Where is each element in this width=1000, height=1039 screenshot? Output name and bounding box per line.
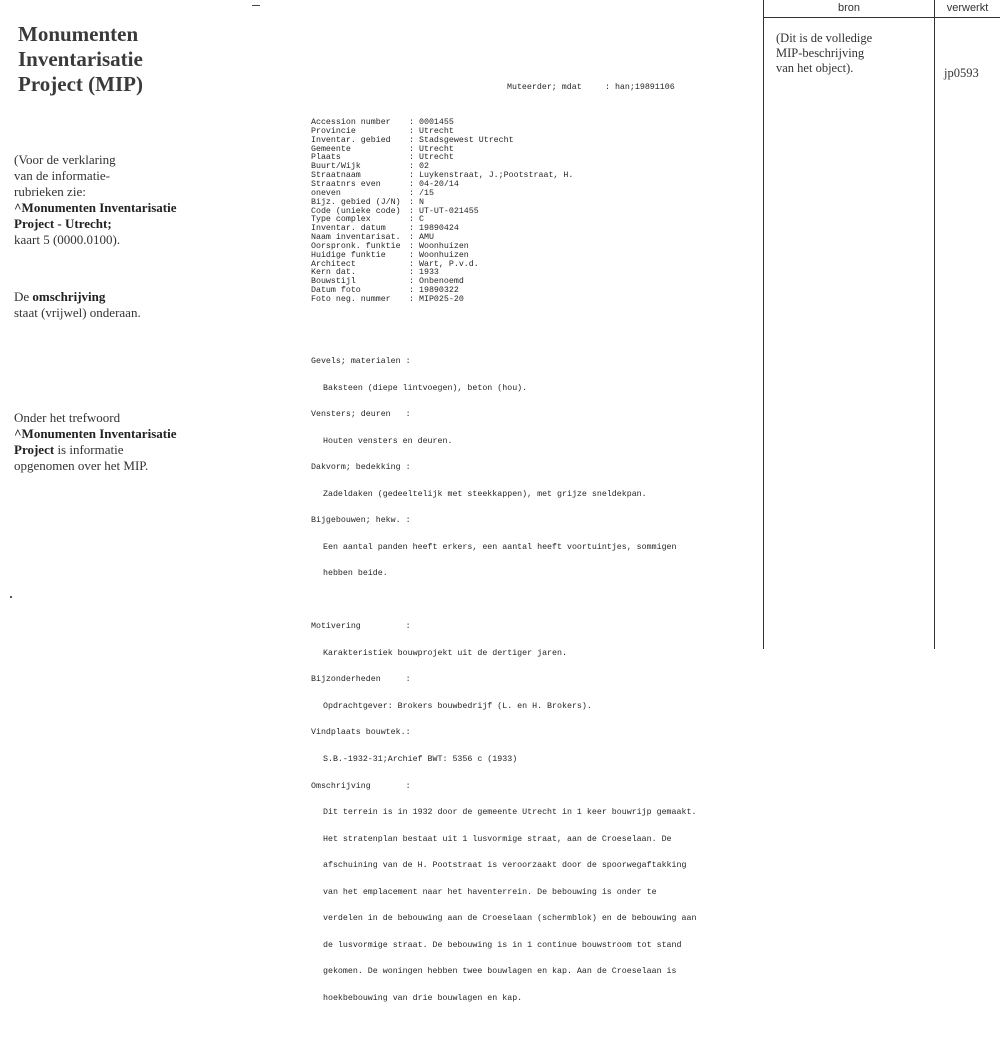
field-label: oneven xyxy=(311,188,341,198)
section-heading: Dakvorm; bedekking : xyxy=(311,463,411,473)
field-label: Code (unieke code) xyxy=(311,206,401,216)
record-field-row xyxy=(311,261,751,270)
field-separator: : xyxy=(409,153,414,163)
note-line: kaart 5 (0000.0100). xyxy=(14,232,121,247)
note-text: is informatie xyxy=(54,442,124,457)
keyword-link[interactable]: ^Monumenten Inventarisatie xyxy=(14,426,177,441)
field-label: Straatnrs even xyxy=(311,179,381,189)
field-label: Bijz. gebied (J/N) xyxy=(311,197,401,207)
note-text: De xyxy=(14,289,33,304)
field-label: Oorspronk. funktie xyxy=(311,241,401,251)
section-text: afschuining van de H. Pootstraat is veroorzaakt door de spoorwegaftakking xyxy=(323,861,687,871)
field-value: MIP025-20 xyxy=(419,294,464,304)
field-separator: : xyxy=(409,188,414,198)
field-value: 19890322 xyxy=(419,286,459,296)
field-value: Wart, P.v.d. xyxy=(419,259,479,269)
field-value: Stadsgewest Utrecht xyxy=(419,135,514,145)
left-panel xyxy=(18,22,248,97)
field-label: Inventar. datum xyxy=(311,224,386,234)
reference-link-cont[interactable]: Project - Utrecht; xyxy=(14,216,112,231)
verwerkt-column-border xyxy=(934,0,935,649)
field-value: Utrecht xyxy=(419,126,454,136)
note-bold-term: omschrijving xyxy=(32,289,106,304)
verwerkt-column-header: verwerkt xyxy=(946,2,989,14)
field-separator: : xyxy=(409,286,414,296)
field-label: Bouwstijl xyxy=(311,277,356,287)
section-text: van het emplacement naar het haventerrein. De bebouwing is onder te xyxy=(323,887,657,897)
field-separator: : xyxy=(409,118,414,128)
section-text: Dit terrein is in 1932 door de gemeente Utrecht in 1 keer bouwrijp gemaakt. xyxy=(323,808,697,818)
field-label: Naam inventarisat. xyxy=(311,233,401,243)
note-line: Onder het trefwoord xyxy=(14,410,121,425)
bron-note-line: (Dit is de volledige xyxy=(776,31,873,45)
field-value: Woonhuizen xyxy=(419,250,469,260)
record-field-row xyxy=(311,208,751,217)
field-separator: : xyxy=(409,241,414,251)
keyword-link-cont[interactable]: Project xyxy=(14,442,55,457)
top-tick-mark xyxy=(252,5,260,6)
title-line-1: Monumenten xyxy=(18,22,139,46)
field-value: Woonhuizen xyxy=(419,241,469,251)
section-text: S.B.-1932-31;Archief BWT: 5356 c (1933) xyxy=(323,754,518,764)
field-separator: : xyxy=(409,126,414,136)
field-value: Utrecht xyxy=(419,144,454,154)
reference-link[interactable]: ^Monumenten Inventarisatie xyxy=(14,200,177,215)
field-separator: : xyxy=(409,250,414,260)
field-label: Type complex xyxy=(311,215,371,225)
section-heading: Gevels; materialen : xyxy=(311,357,411,366)
field-value: 1933 xyxy=(419,268,439,278)
header-rule xyxy=(763,17,1000,18)
field-value: AMU xyxy=(419,233,434,243)
title-line-2: Inventarisatie xyxy=(18,47,143,71)
record-field-row xyxy=(311,181,751,190)
section-text: Opdrachtgever: Brokers bouwbedrijf (L. en H. Brokers). xyxy=(323,701,592,711)
field-separator: : xyxy=(409,294,414,304)
field-label: Straatnaam xyxy=(311,171,361,181)
record-field-row xyxy=(311,119,751,128)
section-heading: Bijzonderheden : xyxy=(311,675,411,685)
field-value: 19890424 xyxy=(419,224,459,234)
field-separator: : xyxy=(409,259,414,269)
field-label: Foto neg. nummer xyxy=(311,294,391,304)
field-value: Onbenoemd xyxy=(419,277,464,287)
field-separator: : xyxy=(409,162,414,172)
field-separator: : xyxy=(409,179,414,189)
keyword-note xyxy=(14,410,244,474)
field-label: Provincie xyxy=(311,126,356,136)
record-field-row xyxy=(311,278,751,287)
field-separator: : xyxy=(409,233,414,243)
record-field-row xyxy=(311,154,751,163)
mip-record xyxy=(311,66,751,1039)
section-text: hoekbebouwing van drie bouwlagen en kap. xyxy=(323,993,523,1003)
note-line: staat (vrijwel) onderaan. xyxy=(14,305,141,320)
section-text: Karakteristiek bouwprojekt uit de dertiger jaren. xyxy=(323,648,567,658)
section-text: Houten vensters en deuren. xyxy=(323,436,453,446)
field-label: Kern dat. xyxy=(311,268,356,278)
mutator-value: : han;19891106 xyxy=(605,82,675,92)
section-text: Een aantal panden heeft erkers, een aantal heeft voortuintjes, sommigen xyxy=(323,542,677,552)
bron-column-border xyxy=(763,0,764,649)
field-separator: : xyxy=(409,171,414,181)
section-text: gekomen. De woningen hebben twee bouwlagen en kap. Aan de Croeselaan is xyxy=(323,967,677,977)
verwerkt-code: jp0593 xyxy=(944,66,979,80)
field-label: Datum foto xyxy=(311,286,361,296)
field-value: 02 xyxy=(419,162,429,172)
note-line: (Voor de verklaring xyxy=(14,152,116,167)
field-value: N xyxy=(419,197,424,207)
bron-note xyxy=(776,31,931,76)
section-text: Baksteen (diepe lintvoegen), beton (hou). xyxy=(323,383,528,393)
spacer xyxy=(311,597,751,606)
field-label: Huidige funktie xyxy=(311,250,386,260)
description-note xyxy=(14,289,244,321)
section-heading: Motivering : xyxy=(311,622,411,632)
field-separator: : xyxy=(409,277,414,287)
field-separator: : xyxy=(409,268,414,278)
field-separator: : xyxy=(409,206,414,216)
record-field-row xyxy=(311,269,751,278)
note-line: rubrieken zie: xyxy=(14,184,86,199)
field-value: Utrecht xyxy=(419,153,454,163)
field-separator: : xyxy=(409,135,414,145)
title-line-3: Project (MIP) xyxy=(18,72,143,96)
bron-column-header: bron xyxy=(837,2,861,14)
section-text: Het stratenplan bestaat uit 1 lusvormige straat, aan de Croeselaan. De xyxy=(323,834,672,844)
field-value: 0001455 xyxy=(419,118,454,128)
field-label: Inventar. gebied xyxy=(311,135,391,145)
record-field-row xyxy=(311,296,751,305)
field-separator: : xyxy=(409,197,414,207)
field-separator: : xyxy=(409,224,414,234)
field-value: /15 xyxy=(419,188,434,198)
field-label: Gemeente xyxy=(311,144,351,154)
field-value: UT-UT-021455 xyxy=(419,206,479,216)
mutator-label: Muteerder; mdat xyxy=(507,82,582,92)
section-heading: Bijgebouwen; hekw. : xyxy=(311,516,411,526)
section-heading: Vensters; deuren : xyxy=(311,410,411,420)
record-field-row xyxy=(311,137,751,146)
note-line: opgenomen over het MIP. xyxy=(14,458,149,473)
bron-note-line: van het object). xyxy=(776,61,854,75)
record-description xyxy=(311,340,751,1021)
card-title xyxy=(18,22,248,97)
record-field-row xyxy=(311,252,751,261)
field-value: Luykenstraat, J.;Pootstraat, H. xyxy=(419,171,574,181)
field-value: 04-20/14 xyxy=(419,179,459,189)
record-fields xyxy=(311,84,751,305)
section-text: verdelen in de bebouwing aan de Croeselaan (schermblok) en de bebouwing aan xyxy=(323,914,697,924)
field-label: Plaats xyxy=(311,153,341,163)
section-heading: Omschrijving : xyxy=(311,781,411,791)
section-text: hebben beide. xyxy=(323,569,388,579)
reference-note xyxy=(14,152,244,248)
field-label: Accession number xyxy=(311,118,391,128)
section-text: de lusvormige straat. De bebouwing is in 1 continue bouwstroom tot stand xyxy=(323,940,682,950)
field-value: C xyxy=(419,215,424,225)
field-label: Architect xyxy=(311,259,356,269)
field-label: Buurt/Wijk xyxy=(311,162,361,172)
note-line: van de informatie- xyxy=(14,168,111,183)
record-field-row xyxy=(311,146,751,155)
section-heading: Vindplaats bouwtek.: xyxy=(311,728,411,738)
field-separator: : xyxy=(409,144,414,154)
stray-dot xyxy=(10,596,12,598)
section-text: Zadeldaken (gedeeltelijk met steekkappen), met grijze sneldekpan. xyxy=(323,489,647,499)
bron-note-line: MIP-beschrijving xyxy=(776,46,865,60)
field-separator: : xyxy=(409,215,414,225)
